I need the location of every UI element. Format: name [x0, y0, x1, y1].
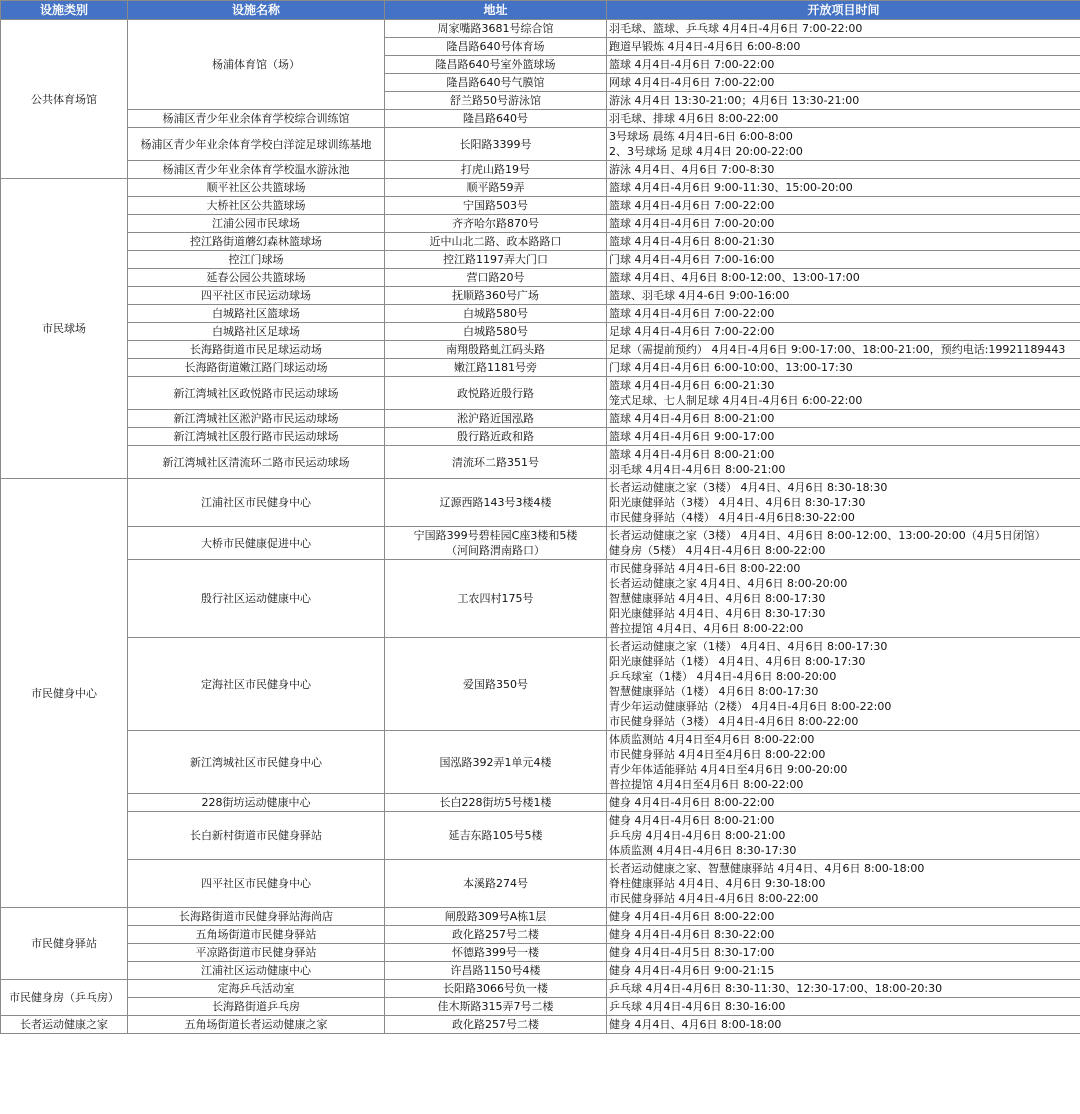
open-time-cell [607, 20, 1080, 38]
address-cell: 南翔殷路虬江码头路 [385, 341, 607, 359]
address-cell: 嫩江路1181号旁 [385, 359, 607, 377]
address-cell: 近中山北二路、政本路路口 [385, 233, 607, 251]
address-cell: 齐齐哈尔路870号 [385, 215, 607, 233]
address-cell: 长白228街坊5号楼1楼 [385, 794, 607, 812]
cell-line: 普拉提馆 4月4日至4月6日 8:00-22:00 [609, 778, 804, 791]
open-time-cell [607, 560, 1080, 638]
cell-line: 宁国路399号碧桂园C座3楼和5楼 [413, 529, 578, 542]
table-row [1, 962, 1080, 980]
open-time-cell [607, 446, 1080, 479]
address-cell: 隆昌路640号 [385, 110, 607, 128]
open-time-cell [607, 944, 1080, 962]
cell-line: 脊柱健康驿站 4月4日、4月6日 9:30-18:00 [609, 877, 826, 890]
open-time-cell [607, 860, 1080, 908]
facility-name-cell: 杨浦区青少年业余体育学校温水游泳池 [128, 161, 385, 179]
open-time-cell [607, 38, 1080, 56]
cell-line: 篮球 4月4日-4月6日 8:00-21:00 [609, 412, 775, 425]
cell-line: 健身 4月4日-4月5日 8:30-17:00 [609, 946, 775, 959]
cell-line: 健身 4月4日-4月6日 9:00-21:15 [609, 964, 775, 977]
address-cell: 延吉东路105号5楼 [385, 812, 607, 860]
cell-line: 门球 4月4日-4月6日 6:00-10:00、13:00-17:30 [609, 361, 853, 374]
address-cell: 国泓路392弄1单元4楼 [385, 731, 607, 794]
facility-name-cell: 定海乒乓活动室 [128, 980, 385, 998]
address-cell: 长阳路3399号 [385, 128, 607, 161]
table-row [1, 980, 1080, 998]
open-time-cell [607, 359, 1080, 377]
facility-name-cell: 长海路街道市民足球运动场 [128, 341, 385, 359]
cell-line: 3号球场 晨练 4月4日-6日 6:00-8:00 [609, 130, 793, 143]
facility-name-cell: 长海路街道乒乓房 [128, 998, 385, 1016]
cell-line: 阳光康健驿站 4月4日、4月6日 8:30-17:30 [609, 607, 826, 620]
cell-line: 网球 4月4日-4月6日 7:00-22:00 [609, 76, 775, 89]
table-body [1, 20, 1080, 1034]
cell-line: 长者运动健康之家、智慧健康驿站 4月4日、4月6日 8:00-18:00 [609, 862, 925, 875]
table-row [1, 377, 1080, 410]
facility-name-cell: 白城路社区篮球场 [128, 305, 385, 323]
address-cell: 闸殷路309号A栋1层 [385, 908, 607, 926]
cell-line: 足球（需提前预约） 4月4日-4月6日 9:00-17:00、18:00-21:00，预约电话:19921189443 [609, 343, 1066, 356]
facility-name-cell: 江浦公园市民球场 [128, 215, 385, 233]
open-time-cell [607, 305, 1080, 323]
open-time-cell [607, 179, 1080, 197]
table-row [1, 197, 1080, 215]
open-time-cell [607, 980, 1080, 998]
cell-line: 健身 4月4日-4月6日 8:00-21:00 [609, 814, 775, 827]
table-row [1, 908, 1080, 926]
facility-name-cell: 长海路街道嫩江路门球运动场 [128, 359, 385, 377]
cell-line: 健身 4月4日-4月6日 8:30-22:00 [609, 928, 775, 941]
open-time-cell [607, 215, 1080, 233]
facility-name-cell: 杨浦区青少年业余体育学校白洋淀足球训练基地 [128, 128, 385, 161]
address-cell: 隆昌路640号体育场 [385, 38, 607, 56]
table-row [1, 428, 1080, 446]
open-time-cell [607, 110, 1080, 128]
cell-line: 智慧健康驿站（1楼） 4月6日 8:00-17:30 [609, 685, 819, 698]
open-time-cell [607, 731, 1080, 794]
open-time-cell [607, 926, 1080, 944]
facility-name-cell: 控江路街道蘑幻森林篮球场 [128, 233, 385, 251]
cell-line: 羽毛球 4月4日-4月6日 8:00-21:00 [609, 463, 786, 476]
address-cell: 清流环二路351号 [385, 446, 607, 479]
table-row [1, 998, 1080, 1016]
open-time-cell [607, 128, 1080, 161]
facility-name-cell: 长海路街道市民健身驿站海尚店 [128, 908, 385, 926]
table-row [1, 527, 1080, 560]
table-row [1, 251, 1080, 269]
address-cell: 隆昌路640号室外篮球场 [385, 56, 607, 74]
facility-name-cell: 杨浦体育馆（场） [128, 20, 385, 110]
cell-line: （河间路渭南路口） [446, 544, 545, 557]
cell-line: 篮球 4月4日-4月6日 7:00-22:00 [609, 307, 775, 320]
open-time-cell [607, 638, 1080, 731]
address-cell: 白城路580号 [385, 323, 607, 341]
table-row [1, 359, 1080, 377]
cell-line: 篮球、羽毛球 4月4-6日 9:00-16:00 [609, 289, 790, 302]
cell-line: 市民健身驿站 4月4日至4月6日 8:00-22:00 [609, 748, 826, 761]
header-open-time: 开放项目时间 [607, 1, 1080, 20]
header-row [1, 1, 1080, 20]
address-cell: 隆昌路640号气膜馆 [385, 74, 607, 92]
cell-line: 篮球 4月4日、4月6日 8:00-12:00、13:00-17:00 [609, 271, 860, 284]
table-row [1, 179, 1080, 197]
header-facility-name: 设施名称 [128, 1, 385, 20]
open-time-cell [607, 1016, 1080, 1034]
facility-name-cell: 长白新村街道市民健身驿站 [128, 812, 385, 860]
facility-name-cell: 新江湾城社区市民健身中心 [128, 731, 385, 794]
open-time-cell [607, 287, 1080, 305]
cell-line: 篮球 4月4日-4月6日 9:00-17:00 [609, 430, 775, 443]
open-time-cell [607, 74, 1080, 92]
address-cell: 辽源西路143号3楼4楼 [385, 479, 607, 527]
address-cell: 政化路257号二楼 [385, 1016, 607, 1034]
cell-line: 乒乓球 4月4日-4月6日 8:30-16:00 [609, 1000, 786, 1013]
cell-line: 足球 4月4日-4月6日 7:00-22:00 [609, 325, 775, 338]
cell-line: 篮球 4月4日-4月6日 6:00-21:30 [609, 379, 775, 392]
cell-line: 健身 4月4日-4月6日 8:00-22:00 [609, 796, 775, 809]
cell-line: 笼式足球、七人制足球 4月4日-4月6日 6:00-22:00 [609, 394, 863, 407]
cell-line: 长者运动健康之家（3楼） 4月4日、4月6日 8:00-12:00、13:00-20:00（4月5日闭馆） [609, 529, 1046, 542]
cell-line: 智慧健康驿站 4月4日、4月6日 8:00-17:30 [609, 592, 826, 605]
table-row [1, 860, 1080, 908]
cell-line: 乒乓球室（1楼） 4月4日-4月6日 8:00-20:00 [609, 670, 837, 683]
address-cell: 长阳路3066号负一楼 [385, 980, 607, 998]
facility-name-cell: 五角场街道市民健身驿站 [128, 926, 385, 944]
table-row [1, 269, 1080, 287]
cell-line: 篮球 4月4日-4月6日 7:00-22:00 [609, 58, 775, 71]
category-cell: 市民健身中心 [1, 479, 128, 908]
facility-name-cell: 五角场街道长者运动健康之家 [128, 1016, 385, 1034]
address-cell: 周家嘴路3681号综合馆 [385, 20, 607, 38]
table-row [1, 305, 1080, 323]
open-time-cell [607, 812, 1080, 860]
cell-line: 市民健身驿站（4楼） 4月4日-4月6日8:30-22:00 [609, 511, 855, 524]
table-row [1, 1016, 1080, 1034]
facility-name-cell: 杨浦区青少年业余体育学校综合训练馆 [128, 110, 385, 128]
address-cell: 政悦路近殷行路 [385, 377, 607, 410]
address-cell [385, 527, 607, 560]
cell-line: 篮球 4月4日-4月6日 8:00-21:30 [609, 235, 775, 248]
cell-line: 乒乓球 4月4日-4月6日 8:30-11:30、12:30-17:00、18:00-20:30 [609, 982, 943, 995]
table-row [1, 110, 1080, 128]
table-row [1, 926, 1080, 944]
open-time-cell [607, 56, 1080, 74]
address-cell: 许昌路1150号4楼 [385, 962, 607, 980]
table-row [1, 479, 1080, 527]
cell-line: 羽毛球、篮球、乒乓球 4月4日-4月6日 7:00-22:00 [609, 22, 863, 35]
address-cell: 打虎山路19号 [385, 161, 607, 179]
open-time-cell [607, 269, 1080, 287]
cell-line: 羽毛球、排球 4月6日 8:00-22:00 [609, 112, 779, 125]
cell-line: 体质监测 4月4日-4月6日 8:30-17:30 [609, 844, 797, 857]
facility-name-cell: 控江门球场 [128, 251, 385, 269]
table-row [1, 812, 1080, 860]
table-row [1, 215, 1080, 233]
open-time-cell [607, 323, 1080, 341]
address-cell: 淞沪路近国泓路 [385, 410, 607, 428]
cell-line: 篮球 4月4日-4月6日 9:00-11:30、15:00-20:00 [609, 181, 853, 194]
address-cell: 殷行路近政和路 [385, 428, 607, 446]
cell-line: 长者运动健康之家（1楼） 4月4日、4月6日 8:00-17:30 [609, 640, 888, 653]
header-address: 地址 [385, 1, 607, 20]
cell-line: 健身 4月4日-4月6日 8:00-22:00 [609, 910, 775, 923]
facility-name-cell: 新江湾城社区淞沪路市民运动球场 [128, 410, 385, 428]
address-cell: 工农四村175号 [385, 560, 607, 638]
facility-name-cell: 平凉路街道市民健身驿站 [128, 944, 385, 962]
table-row [1, 560, 1080, 638]
address-cell: 佳木斯路315弄7号二楼 [385, 998, 607, 1016]
cell-line: 2、3号球场 足球 4月4日 20:00-22:00 [609, 145, 803, 158]
table-row [1, 944, 1080, 962]
address-cell: 爱国路350号 [385, 638, 607, 731]
table-row [1, 128, 1080, 161]
category-cell: 长者运动健康之家 [1, 1016, 128, 1034]
facility-name-cell: 四平社区市民健身中心 [128, 860, 385, 908]
facility-name-cell: 新江湾城社区清流环二路市民运动球场 [128, 446, 385, 479]
category-cell: 市民球场 [1, 179, 128, 479]
facility-name-cell: 新江湾城社区殷行路市民运动球场 [128, 428, 385, 446]
open-time-cell [607, 998, 1080, 1016]
open-time-cell [607, 92, 1080, 110]
facility-name-cell: 228街坊运动健康中心 [128, 794, 385, 812]
open-time-cell [607, 428, 1080, 446]
table-row [1, 20, 1080, 38]
address-cell: 抚顺路360号广场 [385, 287, 607, 305]
cell-line: 游泳 4月4日 13:30-21:00；4月6日 13:30-21:00 [609, 94, 860, 107]
address-cell: 白城路580号 [385, 305, 607, 323]
cell-line: 青少年体适能驿站 4月4日至4月6日 9:00-20:00 [609, 763, 848, 776]
table-row [1, 638, 1080, 731]
facility-name-cell: 定海社区市民健身中心 [128, 638, 385, 731]
cell-line: 普拉提馆 4月4日、4月6日 8:00-22:00 [609, 622, 804, 635]
cell-line: 市民健身驿站 4月4日-6日 8:00-22:00 [609, 562, 801, 575]
header-category: 设施类别 [1, 1, 128, 20]
facility-name-cell: 新江湾城社区政悦路市民运动球场 [128, 377, 385, 410]
table-row [1, 446, 1080, 479]
cell-line: 青少年运动健康驿站（2楼） 4月4日-4月6日 8:00-22:00 [609, 700, 892, 713]
facility-name-cell: 江浦社区运动健康中心 [128, 962, 385, 980]
open-time-cell [607, 341, 1080, 359]
open-time-cell [607, 527, 1080, 560]
cell-line: 市民健身驿站 4月4日-4月6日 8:00-22:00 [609, 892, 819, 905]
open-time-cell [607, 962, 1080, 980]
cell-line: 阳光康健驿站（1楼） 4月4日、4月6日 8:00-17:30 [609, 655, 866, 668]
table-row [1, 323, 1080, 341]
cell-line: 体质监测站 4月4日至4月6日 8:00-22:00 [609, 733, 815, 746]
address-cell: 政化路257号二楼 [385, 926, 607, 944]
cell-line: 长者运动健康之家 4月4日、4月6日 8:00-20:00 [609, 577, 848, 590]
cell-line: 长者运动健康之家（3楼） 4月4日、4月6日 8:30-18:30 [609, 481, 888, 494]
facility-name-cell: 延春公园公共篮球场 [128, 269, 385, 287]
open-time-cell [607, 251, 1080, 269]
cell-line: 门球 4月4日-4月6日 7:00-16:00 [609, 253, 775, 266]
address-cell: 本溪路274号 [385, 860, 607, 908]
cell-line: 跑道早锻炼 4月4日-4月6日 6:00-8:00 [609, 40, 801, 53]
table-row [1, 161, 1080, 179]
open-time-cell [607, 377, 1080, 410]
address-cell: 舒兰路50号游泳馆 [385, 92, 607, 110]
cell-line: 篮球 4月4日-4月6日 7:00-20:00 [609, 217, 775, 230]
facility-name-cell: 大桥社区公共篮球场 [128, 197, 385, 215]
table-row [1, 287, 1080, 305]
address-cell: 怀德路399号一楼 [385, 944, 607, 962]
open-time-cell [607, 908, 1080, 926]
address-cell: 宁国路503号 [385, 197, 607, 215]
facility-name-cell: 江浦社区市民健身中心 [128, 479, 385, 527]
cell-line: 篮球 4月4日-4月6日 7:00-22:00 [609, 199, 775, 212]
cell-line: 篮球 4月4日-4月6日 8:00-21:00 [609, 448, 775, 461]
open-time-cell [607, 410, 1080, 428]
open-time-cell [607, 233, 1080, 251]
table-row [1, 233, 1080, 251]
category-cell: 市民健身驿站 [1, 908, 128, 980]
table-row [1, 731, 1080, 794]
table-row [1, 341, 1080, 359]
table-row [1, 410, 1080, 428]
category-cell: 公共体育场馆 [1, 20, 128, 179]
open-time-cell [607, 479, 1080, 527]
cell-line: 健身房（5楼） 4月4日-4月6日 8:00-22:00 [609, 544, 826, 557]
table-row [1, 794, 1080, 812]
address-cell: 营口路20号 [385, 269, 607, 287]
open-time-cell [607, 161, 1080, 179]
cell-line: 游泳 4月4日、4月6日 7:00-8:30 [609, 163, 775, 176]
facility-name-cell: 大桥市民健康促进中心 [128, 527, 385, 560]
cell-line: 阳光康健驿站（3楼） 4月4日、4月6日 8:30-17:30 [609, 496, 866, 509]
cell-line: 乒乓房 4月4日-4月6日 8:00-21:00 [609, 829, 786, 842]
address-cell: 顺平路59弄 [385, 179, 607, 197]
category-cell: 市民健身房（乒乓房） [1, 980, 128, 1016]
facility-name-cell: 四平社区市民运动球场 [128, 287, 385, 305]
open-time-cell [607, 794, 1080, 812]
facility-name-cell: 白城路社区足球场 [128, 323, 385, 341]
cell-line: 健身 4月4日、4月6日 8:00-18:00 [609, 1018, 782, 1031]
cell-line: 市民健身驿站（3楼） 4月4日-4月6日 8:00-22:00 [609, 715, 859, 728]
facility-name-cell: 殷行社区运动健康中心 [128, 560, 385, 638]
facility-name-cell: 顺平社区公共篮球场 [128, 179, 385, 197]
open-time-cell [607, 197, 1080, 215]
address-cell: 控江路1197弄大门口 [385, 251, 607, 269]
